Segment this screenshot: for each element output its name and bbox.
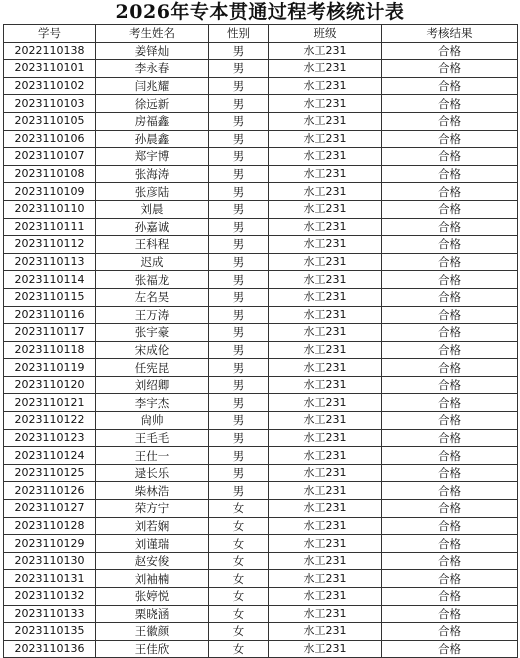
gender-cell: 女 [209, 517, 269, 535]
result-cell: 合格 [382, 359, 518, 377]
class-cell: 水工231 [269, 517, 382, 535]
name-cell: 左名昊 [96, 288, 209, 306]
name-cell: 徐远新 [96, 95, 209, 113]
name-cell: 任宪昆 [96, 359, 209, 377]
result-cell: 合格 [382, 500, 518, 518]
class-cell: 水工231 [269, 341, 382, 359]
table-row [4, 535, 518, 553]
gender-cell: 男 [209, 77, 269, 95]
table-row [4, 394, 518, 412]
name-cell: 闫兆耀 [96, 77, 209, 95]
table-row [4, 130, 518, 148]
result-cell: 合格 [382, 447, 518, 465]
table-row [4, 341, 518, 359]
table-row [4, 429, 518, 447]
result-cell: 合格 [382, 517, 518, 535]
student-id-cell: 2023110113 [4, 253, 96, 271]
class-cell: 水工231 [269, 253, 382, 271]
table-row [4, 324, 518, 342]
gender-cell: 男 [209, 429, 269, 447]
class-cell: 水工231 [269, 605, 382, 623]
student-id-cell: 2023110131 [4, 570, 96, 588]
name-cell: 赵安俊 [96, 552, 209, 570]
result-cell: 合格 [382, 271, 518, 289]
table-row [4, 412, 518, 430]
table-row [4, 447, 518, 465]
gender-cell: 女 [209, 570, 269, 588]
name-cell: 张婷悦 [96, 588, 209, 606]
result-cell: 合格 [382, 412, 518, 430]
result-cell: 合格 [382, 464, 518, 482]
table-row [4, 376, 518, 394]
student-id-cell: 2023110118 [4, 341, 96, 359]
table-row [4, 183, 518, 201]
header-gender: 性别 [209, 25, 269, 43]
table-row [4, 500, 518, 518]
class-cell: 水工231 [269, 183, 382, 201]
table-row [4, 236, 518, 254]
name-cell: 刘绍卿 [96, 376, 209, 394]
name-cell: 荣方宁 [96, 500, 209, 518]
class-cell: 水工231 [269, 570, 382, 588]
header-student-id: 学号 [4, 25, 96, 43]
name-cell: 孙晨鑫 [96, 130, 209, 148]
gender-cell: 男 [209, 271, 269, 289]
name-cell: 刘晨 [96, 200, 209, 218]
header-class: 班级 [269, 25, 382, 43]
class-cell: 水工231 [269, 60, 382, 78]
name-cell: 逯长乐 [96, 464, 209, 482]
result-cell: 合格 [382, 253, 518, 271]
student-id-cell: 2023110127 [4, 500, 96, 518]
gender-cell: 男 [209, 165, 269, 183]
table-row [4, 42, 518, 60]
student-id-cell: 2023110126 [4, 482, 96, 500]
result-cell: 合格 [382, 42, 518, 60]
name-cell: 李宇杰 [96, 394, 209, 412]
name-cell: 刘袖楠 [96, 570, 209, 588]
result-cell: 合格 [382, 623, 518, 641]
gender-cell: 男 [209, 95, 269, 113]
student-id-cell: 2023110102 [4, 77, 96, 95]
student-id-cell: 2023110111 [4, 218, 96, 236]
student-id-cell: 2023110109 [4, 183, 96, 201]
gender-cell: 男 [209, 60, 269, 78]
result-cell: 合格 [382, 165, 518, 183]
name-cell: 张彦陆 [96, 183, 209, 201]
class-cell: 水工231 [269, 482, 382, 500]
student-id-cell: 2023110121 [4, 394, 96, 412]
table-row [4, 464, 518, 482]
gender-cell: 男 [209, 482, 269, 500]
table-row [4, 253, 518, 271]
gender-cell: 男 [209, 324, 269, 342]
name-cell: 王毛毛 [96, 429, 209, 447]
result-cell: 合格 [382, 341, 518, 359]
student-id-cell: 2023110101 [4, 60, 96, 78]
name-cell: 柴林浩 [96, 482, 209, 500]
table-row [4, 605, 518, 623]
name-cell: 尙帅 [96, 412, 209, 430]
student-id-cell: 2023110135 [4, 623, 96, 641]
header-result: 考核结果 [382, 25, 518, 43]
gender-cell: 女 [209, 605, 269, 623]
class-cell: 水工231 [269, 552, 382, 570]
result-cell: 合格 [382, 429, 518, 447]
class-cell: 水工231 [269, 148, 382, 166]
result-cell: 合格 [382, 288, 518, 306]
class-cell: 水工231 [269, 42, 382, 60]
gender-cell: 男 [209, 218, 269, 236]
student-id-cell: 2023110125 [4, 464, 96, 482]
gender-cell: 男 [209, 394, 269, 412]
table-row [4, 165, 518, 183]
result-cell: 合格 [382, 394, 518, 412]
page-title: 2026年专本贯通过程考核统计表 [115, 1, 405, 23]
student-id-cell: 2023110116 [4, 306, 96, 324]
gender-cell: 男 [209, 253, 269, 271]
table-row [4, 640, 518, 658]
result-cell: 合格 [382, 130, 518, 148]
student-id-cell: 2023110136 [4, 640, 96, 658]
student-id-cell: 2023110122 [4, 412, 96, 430]
student-id-cell: 2023110130 [4, 552, 96, 570]
table-row [4, 623, 518, 641]
gender-cell: 男 [209, 148, 269, 166]
table-row [4, 271, 518, 289]
student-id-cell: 2023110119 [4, 359, 96, 377]
class-cell: 水工231 [269, 112, 382, 130]
table-row [4, 517, 518, 535]
class-cell: 水工231 [269, 464, 382, 482]
result-cell: 合格 [382, 482, 518, 500]
gender-cell: 女 [209, 535, 269, 553]
name-cell: 张宇豪 [96, 324, 209, 342]
name-cell: 王佳欣 [96, 640, 209, 658]
class-cell: 水工231 [269, 288, 382, 306]
name-cell: 刘谨瑞 [96, 535, 209, 553]
student-id-cell: 2023110132 [4, 588, 96, 606]
table-row [4, 218, 518, 236]
class-cell: 水工231 [269, 95, 382, 113]
table-row [4, 112, 518, 130]
result-cell: 合格 [382, 60, 518, 78]
name-cell: 迟成 [96, 253, 209, 271]
assessment-table [3, 24, 518, 658]
name-cell: 王徽颜 [96, 623, 209, 641]
class-cell: 水工231 [269, 412, 382, 430]
gender-cell: 男 [209, 464, 269, 482]
class-cell: 水工231 [269, 165, 382, 183]
result-cell: 合格 [382, 236, 518, 254]
name-cell: 姜铎灿 [96, 42, 209, 60]
student-id-cell: 2023110107 [4, 148, 96, 166]
result-cell: 合格 [382, 376, 518, 394]
name-cell: 张福龙 [96, 271, 209, 289]
table-row [4, 148, 518, 166]
class-cell: 水工231 [269, 271, 382, 289]
header-name: 考生姓名 [96, 25, 209, 43]
student-id-cell: 2022110138 [4, 42, 96, 60]
table-row [4, 570, 518, 588]
gender-cell: 男 [209, 130, 269, 148]
table-row [4, 359, 518, 377]
student-id-cell: 2023110108 [4, 165, 96, 183]
gender-cell: 男 [209, 412, 269, 430]
class-cell: 水工231 [269, 359, 382, 377]
name-cell: 李永春 [96, 60, 209, 78]
student-id-cell: 2023110129 [4, 535, 96, 553]
gender-cell: 女 [209, 588, 269, 606]
class-cell: 水工231 [269, 500, 382, 518]
name-cell: 孙嘉诚 [96, 218, 209, 236]
class-cell: 水工231 [269, 640, 382, 658]
class-cell: 水工231 [269, 394, 382, 412]
class-cell: 水工231 [269, 535, 382, 553]
student-id-cell: 2023110103 [4, 95, 96, 113]
gender-cell: 男 [209, 112, 269, 130]
result-cell: 合格 [382, 306, 518, 324]
student-id-cell: 2023110133 [4, 605, 96, 623]
result-cell: 合格 [382, 552, 518, 570]
student-id-cell: 2023110110 [4, 200, 96, 218]
table-row [4, 552, 518, 570]
name-cell: 刘若娴 [96, 517, 209, 535]
gender-cell: 男 [209, 200, 269, 218]
result-cell: 合格 [382, 112, 518, 130]
class-cell: 水工231 [269, 623, 382, 641]
student-id-cell: 2023110105 [4, 112, 96, 130]
name-cell: 宋成伦 [96, 341, 209, 359]
result-cell: 合格 [382, 324, 518, 342]
gender-cell: 男 [209, 42, 269, 60]
class-cell: 水工231 [269, 324, 382, 342]
table-row [4, 60, 518, 78]
name-cell: 栗晓涵 [96, 605, 209, 623]
student-id-cell: 2023110117 [4, 324, 96, 342]
name-cell: 张海涛 [96, 165, 209, 183]
result-cell: 合格 [382, 148, 518, 166]
table-header-row [4, 25, 518, 43]
gender-cell: 女 [209, 623, 269, 641]
result-cell: 合格 [382, 588, 518, 606]
student-id-cell: 2023110123 [4, 429, 96, 447]
gender-cell: 男 [209, 183, 269, 201]
name-cell: 郑宇博 [96, 148, 209, 166]
gender-cell: 男 [209, 306, 269, 324]
class-cell: 水工231 [269, 77, 382, 95]
student-id-cell: 2023110124 [4, 447, 96, 465]
name-cell: 王仕一 [96, 447, 209, 465]
result-cell: 合格 [382, 218, 518, 236]
class-cell: 水工231 [269, 200, 382, 218]
gender-cell: 男 [209, 447, 269, 465]
gender-cell: 男 [209, 341, 269, 359]
class-cell: 水工231 [269, 306, 382, 324]
gender-cell: 男 [209, 288, 269, 306]
table-row [4, 200, 518, 218]
student-id-cell: 2023110114 [4, 271, 96, 289]
result-cell: 合格 [382, 183, 518, 201]
result-cell: 合格 [382, 77, 518, 95]
table-body [4, 42, 518, 658]
table-row [4, 306, 518, 324]
student-id-cell: 2023110128 [4, 517, 96, 535]
class-cell: 水工231 [269, 588, 382, 606]
table-row [4, 77, 518, 95]
class-cell: 水工231 [269, 236, 382, 254]
class-cell: 水工231 [269, 447, 382, 465]
student-id-cell: 2023110120 [4, 376, 96, 394]
table-row [4, 482, 518, 500]
result-cell: 合格 [382, 570, 518, 588]
student-id-cell: 2023110115 [4, 288, 96, 306]
class-cell: 水工231 [269, 376, 382, 394]
gender-cell: 男 [209, 376, 269, 394]
gender-cell: 男 [209, 359, 269, 377]
name-cell: 王科程 [96, 236, 209, 254]
result-cell: 合格 [382, 640, 518, 658]
class-cell: 水工231 [269, 429, 382, 447]
gender-cell: 女 [209, 640, 269, 658]
result-cell: 合格 [382, 200, 518, 218]
student-id-cell: 2023110106 [4, 130, 96, 148]
result-cell: 合格 [382, 535, 518, 553]
table-row [4, 288, 518, 306]
gender-cell: 女 [209, 552, 269, 570]
student-id-cell: 2023110112 [4, 236, 96, 254]
name-cell: 房福鑫 [96, 112, 209, 130]
table-row [4, 588, 518, 606]
table-row [4, 95, 518, 113]
name-cell: 王万涛 [96, 306, 209, 324]
gender-cell: 男 [209, 236, 269, 254]
class-cell: 水工231 [269, 218, 382, 236]
result-cell: 合格 [382, 605, 518, 623]
result-cell: 合格 [382, 95, 518, 113]
gender-cell: 女 [209, 500, 269, 518]
class-cell: 水工231 [269, 130, 382, 148]
